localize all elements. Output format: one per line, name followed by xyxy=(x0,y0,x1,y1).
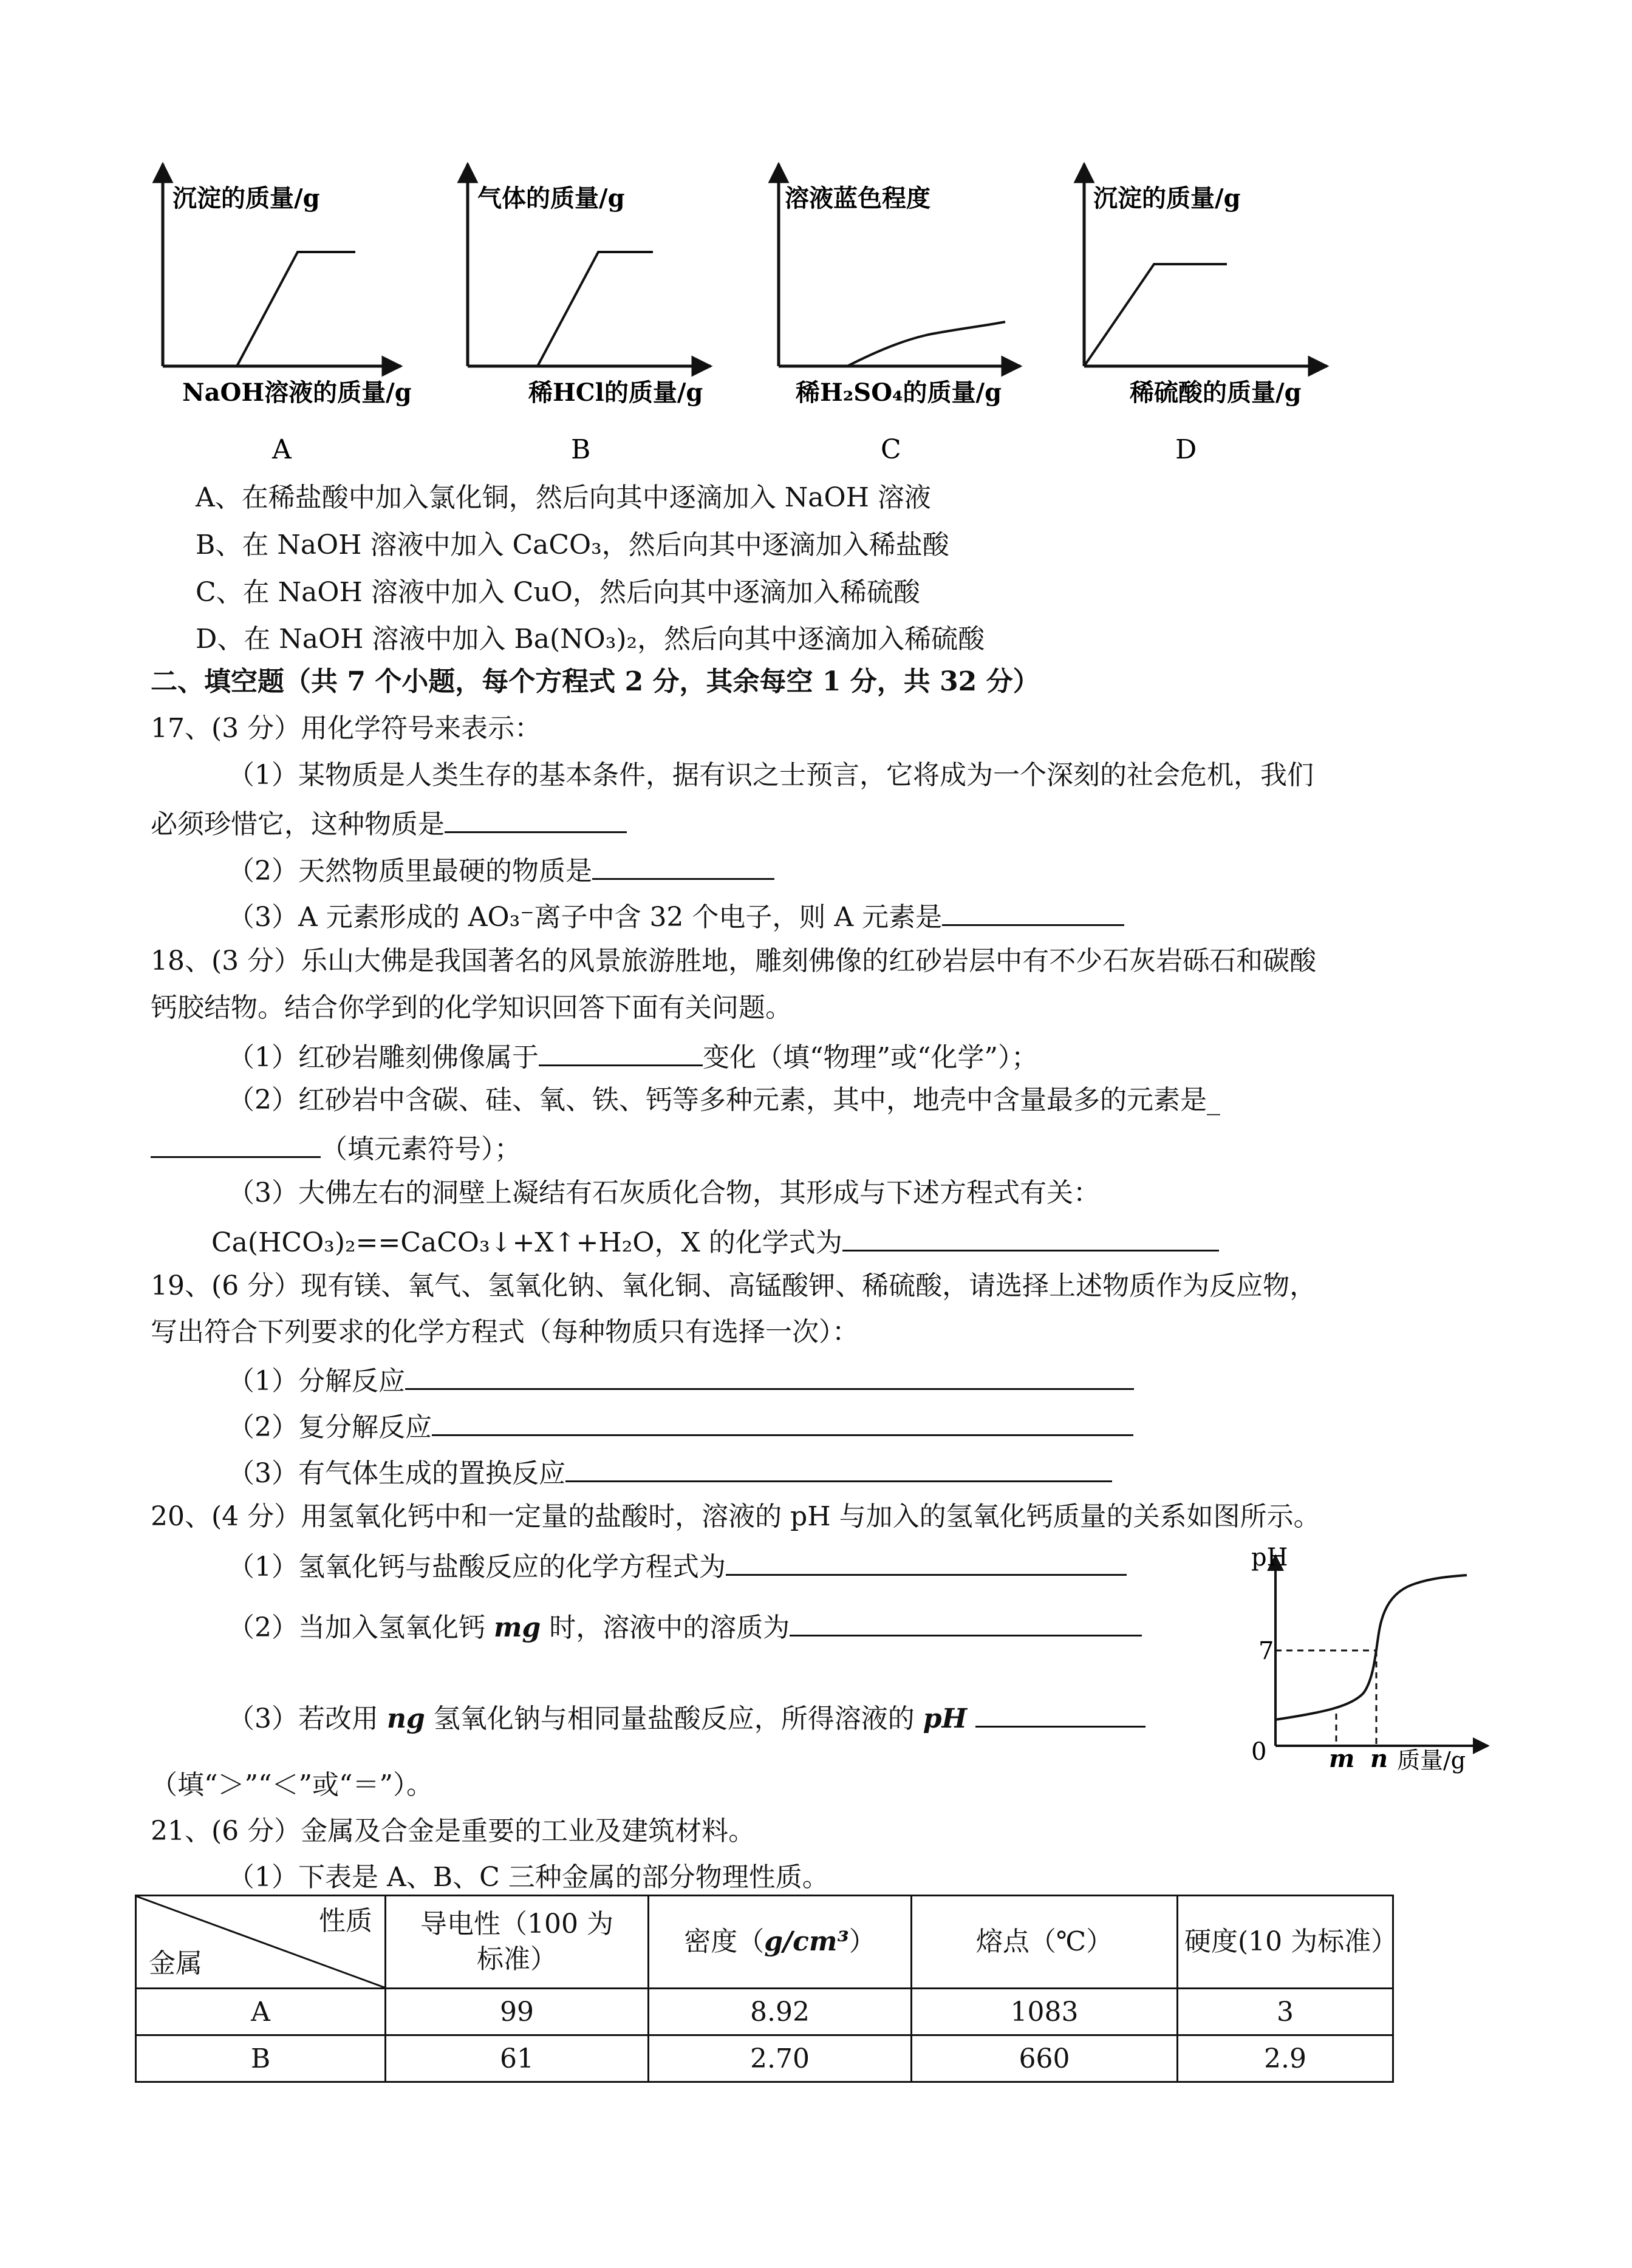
q17-part1b: 必须珍惜它，这种物质是 xyxy=(151,803,627,843)
table-cell-conductivity: 99 xyxy=(386,1989,649,2035)
q19-stem-b: 写出符合下列要求的化学方程式（每种物质只有选择一次）： xyxy=(151,1316,859,1347)
chart-c-curve xyxy=(847,322,1005,366)
q18-answer2-blank[interactable] xyxy=(151,1128,321,1158)
q17-part3: （3）A 元素形成的 AO₃⁻离子中含 32 个电子，则 A 元素是 xyxy=(228,896,1124,936)
q18-stem-b: 钙胶结物。结合你学到的化学知识回答下面有关问题。 xyxy=(151,992,792,1023)
q17-part1a: （1）某物质是人类生存的基本条件，据有识之士预言，它将成为一个深刻的社会危机，我们 xyxy=(228,760,1314,791)
chart-b-line xyxy=(538,252,653,366)
ph-tick-7: 7 xyxy=(1258,1637,1274,1665)
chart-b xyxy=(468,164,711,465)
chart-d-letter: D xyxy=(1175,434,1197,465)
chart-c-letter: C xyxy=(881,434,901,465)
q18-part1: （1）红砂岩雕刻佛像属于 变化（填“物理”或“化学”）； xyxy=(228,1037,1038,1076)
option-b: B、在 NaOH 溶液中加入 CaCO₃，然后向其中逐滴加入稀盐酸 xyxy=(196,530,949,560)
table-row xyxy=(136,2035,1393,2082)
table-header-melting-point: 熔点（℃） xyxy=(912,1896,1178,1989)
option-c: C、在 NaOH 溶液中加入 CuO，然后向其中逐滴加入稀硫酸 xyxy=(196,577,920,608)
ph-n-label: n xyxy=(1370,1745,1388,1773)
table-cell-conductivity: 61 xyxy=(386,2035,649,2082)
q19-answer1-blank[interactable] xyxy=(405,1360,1134,1390)
q21-stem: 21、(6 分）金属及合金是重要的工业及建筑材料。 xyxy=(151,1816,756,1847)
chart-a-line xyxy=(237,252,355,366)
table-cell-metal: A xyxy=(136,1989,386,2035)
q19-part3: （3）有气体生成的置换反应 xyxy=(228,1452,1112,1492)
chart-d xyxy=(1084,164,1327,465)
q19-part2: （2）复分解反应 xyxy=(228,1406,1133,1446)
q17-part2: （2）天然物质里最硬的物质是 xyxy=(228,850,774,890)
q17-answer3-blank[interactable] xyxy=(942,896,1124,926)
chart-d-line xyxy=(1084,264,1227,366)
table-header-hardness: 硬度(10 为标准） xyxy=(1178,1896,1393,1989)
ph-ylabel: pH xyxy=(1251,1544,1288,1572)
option-charts xyxy=(0,0,1632,465)
q18-part2b: （填元素符号）； xyxy=(151,1128,521,1168)
ph-chart xyxy=(1233,1542,1500,1773)
table-corner-top: 性质 xyxy=(319,1905,372,1936)
chart-a-ylabel: 沉淀的质量/g xyxy=(172,184,320,213)
chart-d-ylabel: 沉淀的质量/g xyxy=(1093,184,1241,213)
q18-part3: （3）大佛左右的洞壁上凝结有石灰质化合物，其形成与下述方程式有关： xyxy=(228,1177,1100,1208)
chart-b-xlabel: 稀HCl的质量/g xyxy=(528,378,703,407)
q20-stem: 20、(4 分）用氢氧化钙中和一定量的盐酸时，溶液的 pH 与加入的氢氧化钙质量的关系如图所示。 xyxy=(151,1501,1320,1532)
q18-answer3-blank[interactable] xyxy=(842,1222,1219,1251)
chart-d-xlabel: 稀硫酸的质量/g xyxy=(1130,378,1302,407)
q20-part1: （1）氢氧化钙与盐酸反应的化学方程式为 xyxy=(228,1546,1127,1585)
q19-part1: （1）分解反应 xyxy=(228,1360,1134,1400)
table-cell-melting-point: 1083 xyxy=(912,1989,1178,2035)
table-cell-melting-point: 660 xyxy=(912,2035,1178,2082)
chart-a xyxy=(163,164,412,465)
q17-answer2-blank[interactable] xyxy=(592,850,774,880)
q18-stem-a: 18、(3 分）乐山大佛是我国著名的风景旅游胜地，雕刻佛像的红砂岩层中有不少石灰岩砾石和碳酸 xyxy=(151,945,1317,976)
table-corner-bottom: 金属 xyxy=(149,1948,202,1979)
q18-part2a: （2）红砂岩中含碳、硅、氧、铁、钙等多种元素，其中，地壳中含量最多的元素是_ xyxy=(228,1085,1220,1115)
table-cell-hardness: 3 xyxy=(1178,1989,1393,2035)
table-row xyxy=(136,1989,1393,2035)
table-cell-density: 2.70 xyxy=(649,2035,912,2082)
q21-part1: （1）下表是 A、B、C 三种金属的部分物理性质。 xyxy=(228,1862,829,1893)
chart-a-letter: A xyxy=(272,434,292,465)
q19-stem-a: 19、(6 分）现有镁、氧气、氢氧化钠、氧化铜、高锰酸钾、稀硫酸，请选择上述物质作为反应物， xyxy=(151,1270,1317,1301)
q20-answer2-blank[interactable] xyxy=(790,1607,1142,1636)
ph-origin: 0 xyxy=(1251,1738,1267,1766)
chart-c-xlabel: 稀H₂SO₄的质量/g xyxy=(796,378,1002,407)
q19-answer2-blank[interactable] xyxy=(432,1406,1133,1436)
table-header-row xyxy=(136,1896,1393,1989)
q20-part2: （2）当加入氢氧化钙 mg 时，溶液中的溶质为 xyxy=(228,1607,1142,1646)
table-header-density: 密度（g/cm³） xyxy=(649,1896,912,1989)
metal-properties-table xyxy=(135,1895,1398,2083)
table-cell-density: 8.92 xyxy=(649,1989,912,2035)
table-cell-hardness: 2.9 xyxy=(1178,2035,1393,2082)
table-cell-metal: B xyxy=(136,2035,386,2082)
q20-part3: （3）若改用 ng 氢氧化钠与相同量盐酸反应，所得溶液的 pH xyxy=(228,1698,1145,1737)
ph-curve xyxy=(1275,1575,1467,1720)
q17-answer1-blank[interactable] xyxy=(445,803,627,833)
q17-stem: 17、(3 分）用化学符号来表示： xyxy=(151,713,542,744)
chart-c xyxy=(779,164,1020,465)
ph-xlabel: 质量/g xyxy=(1397,1747,1466,1774)
q18-answer1-blank[interactable] xyxy=(539,1037,703,1066)
chart-a-xlabel: NaOH溶液的质量/g xyxy=(182,378,412,407)
chart-b-ylabel: 气体的质量/g xyxy=(477,184,625,213)
q18-equation: Ca(HCO₃)₂==CaCO₃↓+X↑+H₂O，X 的化学式为 xyxy=(211,1222,1219,1261)
table-corner-cell xyxy=(136,1896,386,1989)
chart-b-letter: B xyxy=(571,434,591,465)
q19-answer3-blank[interactable] xyxy=(565,1452,1112,1482)
q20-part3-note: （填“＞”“＜”或“＝”）。 xyxy=(151,1769,433,1800)
table-header-conductivity: 导电性（100 为 标准） xyxy=(386,1896,649,1989)
option-d: D、在 NaOH 溶液中加入 Ba(NO₃)₂，然后向其中逐滴加入稀硫酸 xyxy=(196,624,985,655)
option-a: A、在稀盐酸中加入氯化铜，然后向其中逐滴加入 NaOH 溶液 xyxy=(196,482,931,513)
ph-m-label: m xyxy=(1329,1745,1355,1773)
section-title: 二、填空题（共 7 个小题，每个方程式 2 分，其余每空 1 分，共 32 分） xyxy=(151,666,1040,697)
q20-answer3-blank[interactable] xyxy=(975,1698,1145,1728)
chart-c-ylabel: 溶液蓝色程度 xyxy=(785,184,930,213)
q20-answer1-blank[interactable] xyxy=(726,1546,1127,1576)
